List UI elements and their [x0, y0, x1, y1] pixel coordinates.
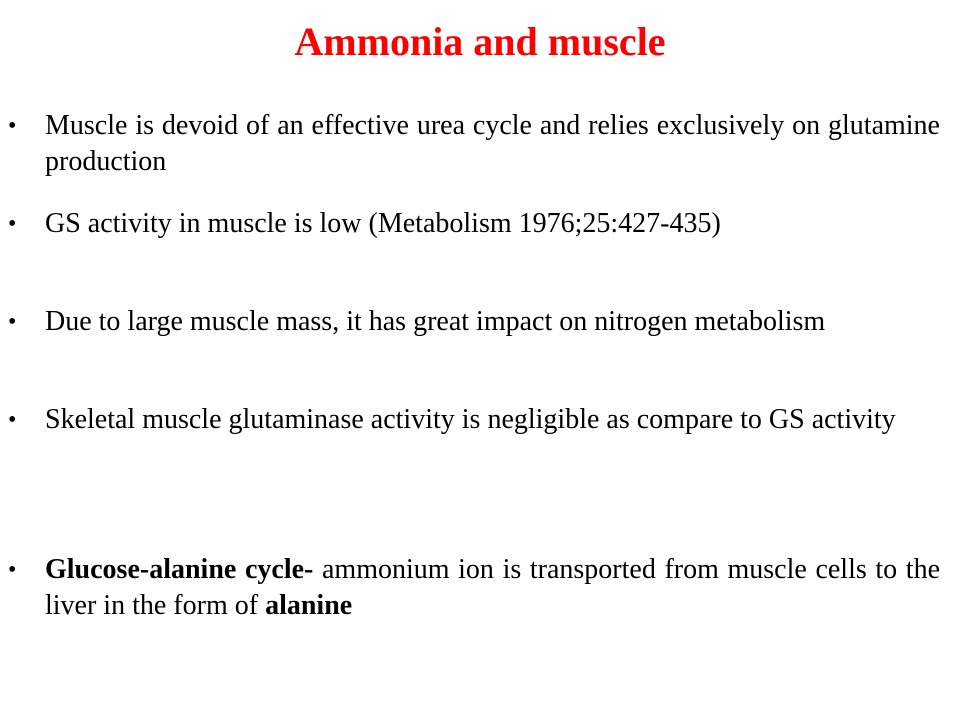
glucose-alanine-cycle-term: Glucose-alanine cycle- — [45, 554, 314, 585]
bullet-dot-icon: • — [8, 309, 17, 335]
bullet-dot-icon: • — [8, 113, 17, 139]
bullet-text: Muscle is devoid of an effective urea cycle and relies exclusively on glutamine production — [45, 110, 940, 177]
bullet-dot-icon: • — [8, 211, 17, 237]
bullet-text-middle: ammonium ion is transported from muscle cells to the liver in the form of — [45, 554, 940, 621]
alanine-term: alanine — [265, 590, 353, 621]
bullet-text: GS activity in muscle is low (Metabolism 1976;25:427-435) — [45, 208, 721, 239]
slide-title: Ammonia and muscle — [294, 19, 666, 64]
bullet-dot-icon: • — [8, 407, 17, 433]
bullet-text: Due to large muscle mass, it has great impact on nitrogen metabolism — [45, 306, 826, 337]
bullet-text: Skeletal muscle glutaminase activity is negligible as compare to GS activity — [45, 404, 896, 435]
bullet-text — [45, 552, 940, 624]
bullet-dot-icon: • — [8, 557, 17, 583]
